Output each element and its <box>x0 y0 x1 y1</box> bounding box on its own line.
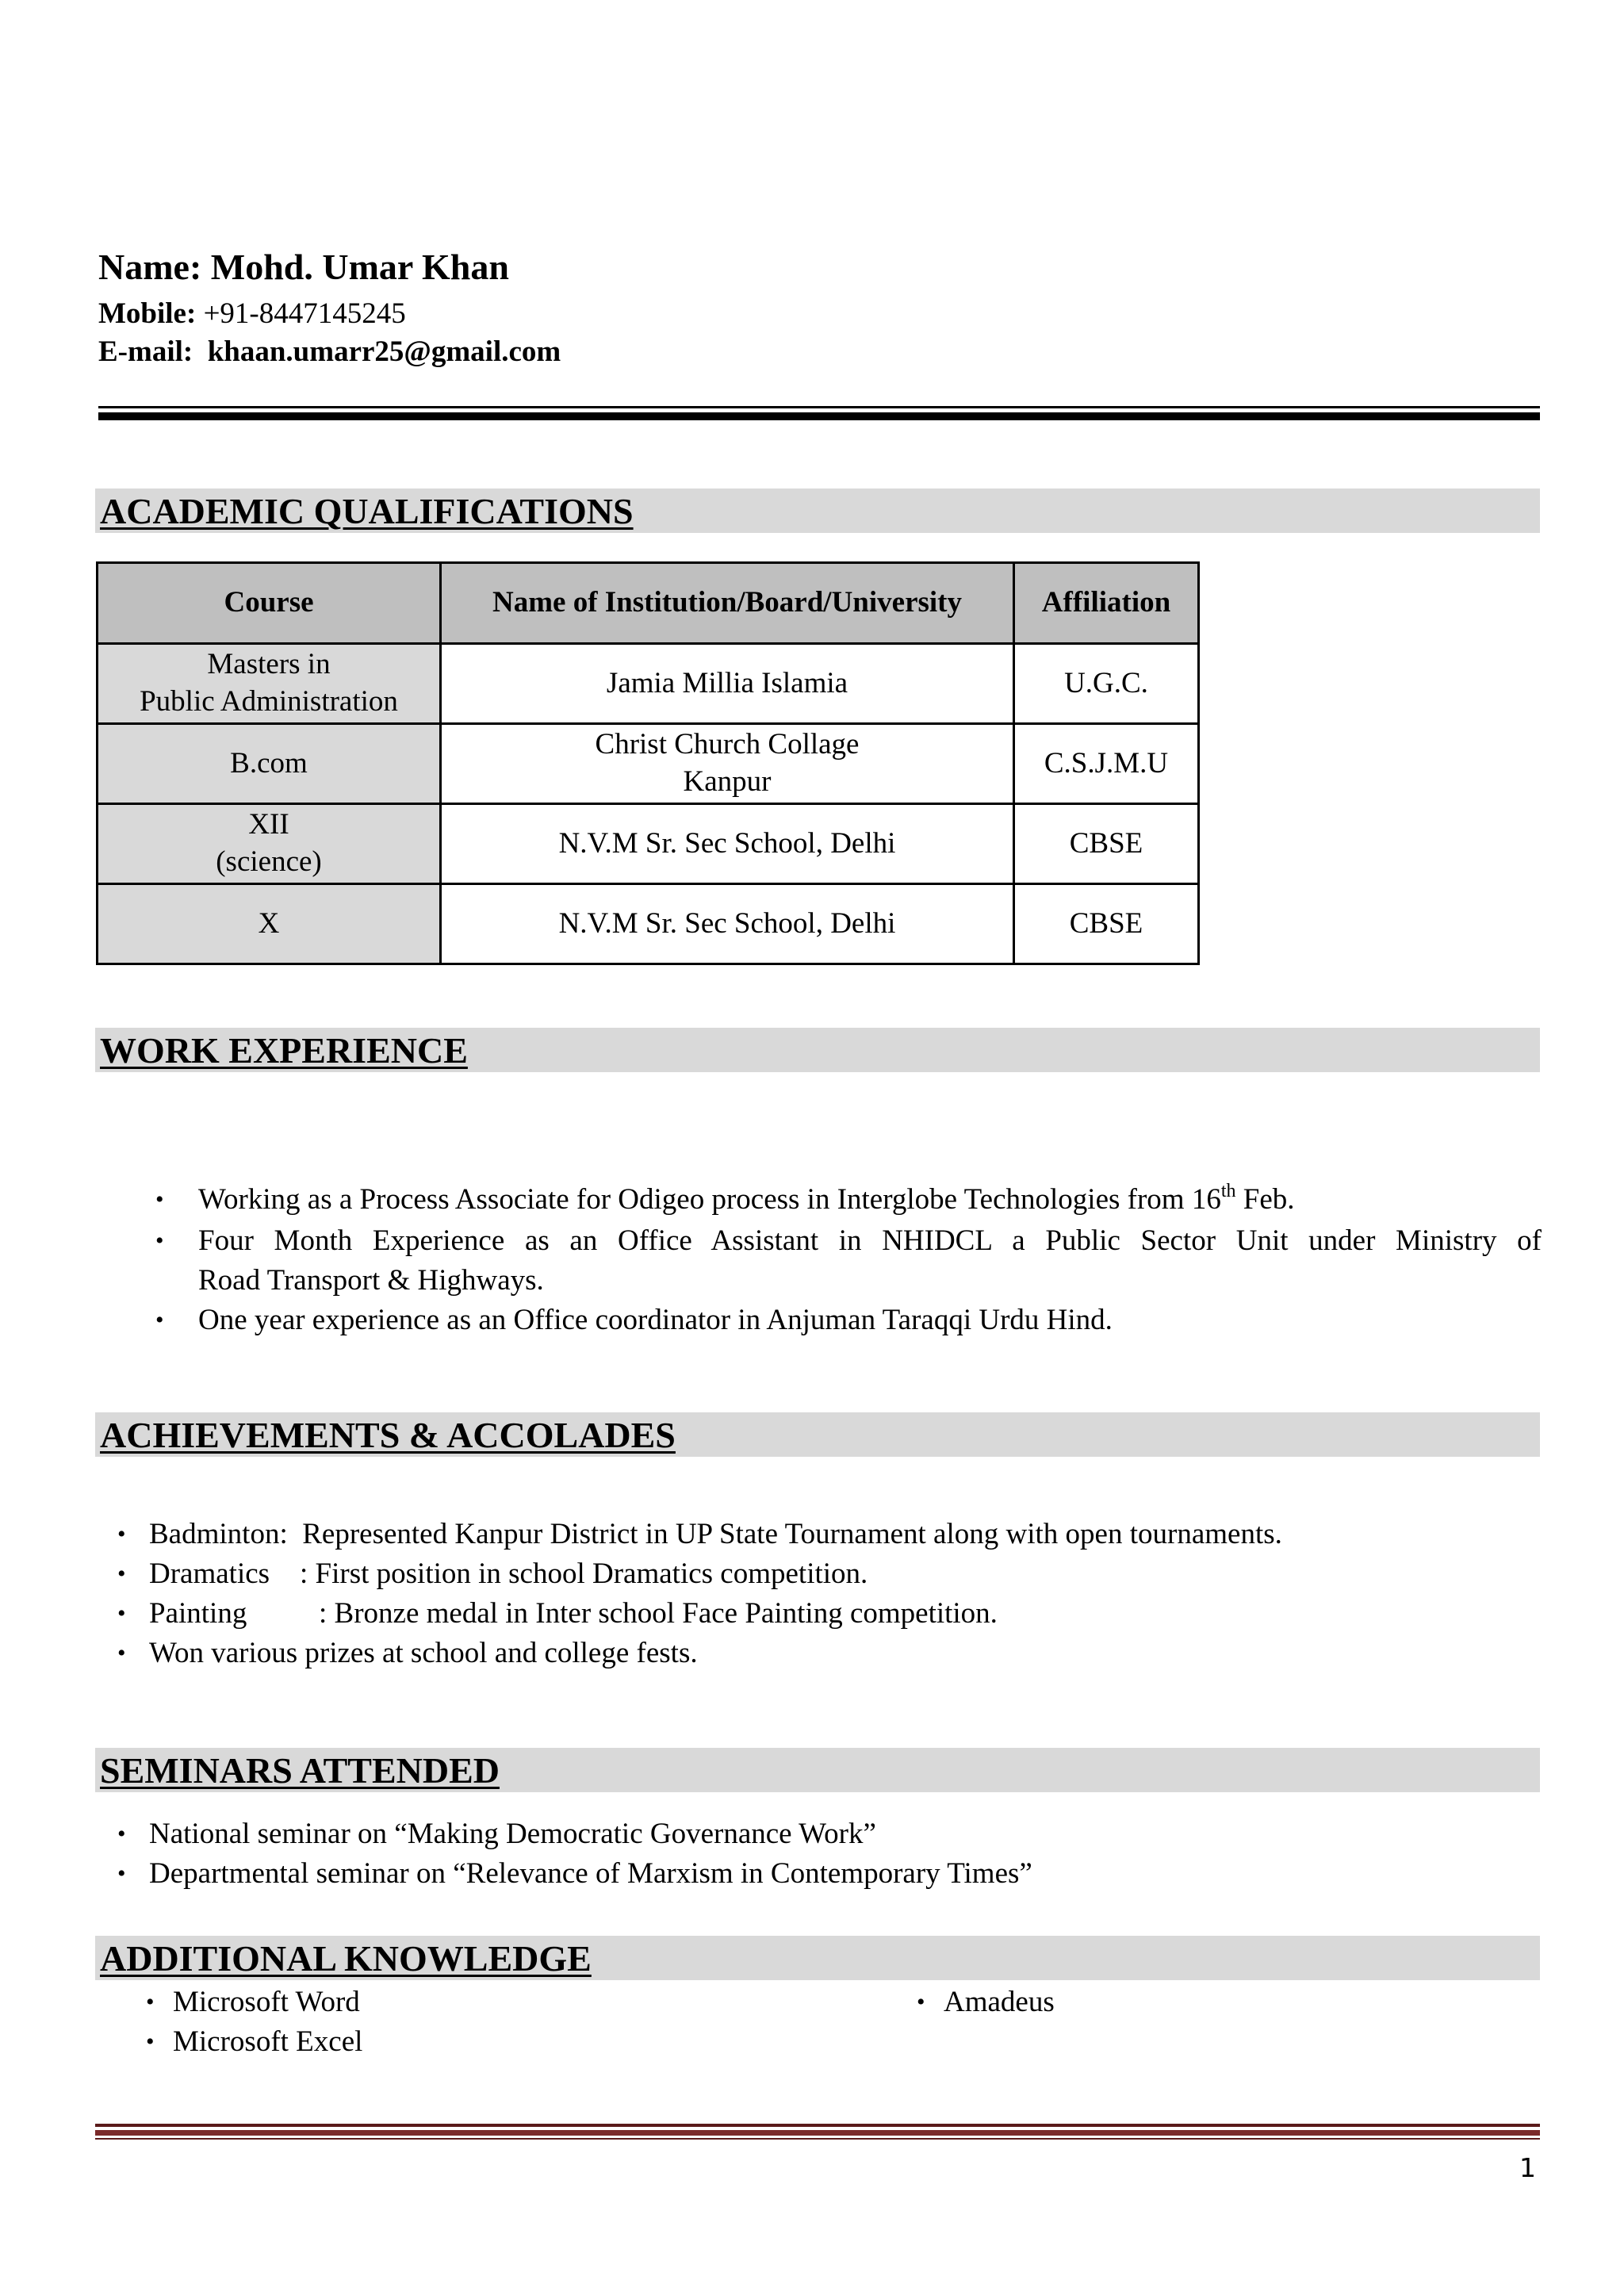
table-cell-affiliation: U.G.C. <box>1014 644 1199 724</box>
section-seminars <box>95 1748 1540 1792</box>
list-item <box>117 1634 1529 1673</box>
table-header-course: Course <box>98 563 441 644</box>
table-row <box>98 884 1199 964</box>
work-item-text: One year experience as an Office coordinator in Anjuman Taraqqi Urdu Hind. <box>198 1304 1113 1336</box>
mobile-line <box>98 298 406 331</box>
work-item-text-end: Feb. <box>1235 1183 1295 1216</box>
table-row <box>98 724 1199 804</box>
table-cell-institution <box>441 804 1014 884</box>
header-divider-thick <box>98 412 1540 420</box>
section-work <box>95 1028 1540 1072</box>
section-title-work: WORK EXPERIENCE <box>100 1030 468 1071</box>
bullet-icon: • <box>146 2029 155 2055</box>
course-line: (science) <box>216 845 322 878</box>
achievement-label: Badminton: <box>149 1518 288 1550</box>
skill-text: Microsoft Word <box>173 1986 360 2018</box>
institution-line: N.V.M Sr. Sec School, Delhi <box>558 826 896 860</box>
table-cell-institution <box>441 644 1014 724</box>
email-value: khaan.umarr25@gmail.com <box>207 335 561 368</box>
bullet-icon: • <box>146 1989 155 2015</box>
seminar-text: Departmental seminar on “Relevance of Marxism in Contemporary Times” <box>149 1857 1032 1890</box>
table-cell-institution <box>441 724 1014 804</box>
course-line: Masters in <box>207 648 331 681</box>
bullet-icon: • <box>155 1228 164 1254</box>
section-academic <box>95 489 1540 533</box>
name-value: Mohd. Umar Khan <box>210 247 509 287</box>
course-line: X <box>258 906 280 940</box>
institution-line: Christ Church Collage <box>595 728 860 761</box>
skill-text: Amadeus <box>944 1986 1055 2018</box>
institution-line: Kanpur <box>683 765 772 798</box>
achievement-text: : First position in school Dramatics competition. <box>300 1557 868 1590</box>
bullet-icon: • <box>117 1860 126 1887</box>
list-item <box>117 1515 1529 1554</box>
email-label: E-mail: <box>98 335 193 368</box>
table-cell-affiliation: CBSE <box>1014 884 1199 964</box>
footer-divider <box>95 2138 1540 2140</box>
section-achievements <box>95 1412 1540 1457</box>
skill-text: Microsoft Excel <box>173 2025 363 2058</box>
list-item <box>117 1594 1529 1634</box>
seminars-list <box>117 1814 1529 1894</box>
bullet-icon: • <box>155 1307 164 1333</box>
list-item <box>117 1554 1529 1594</box>
table-row <box>98 644 1199 724</box>
email-line <box>98 336 561 369</box>
section-title-achievements: ACHIEVEMENTS & ACCOLADES <box>100 1415 676 1455</box>
mobile-label: Mobile: <box>98 297 197 330</box>
bullet-icon: • <box>117 1821 126 1847</box>
achievement-label: Painting <box>149 1597 247 1630</box>
work-item-text: Working as a Process Associate for Odigeo process in Interglobe Technologies from 16 <box>198 1183 1221 1216</box>
course-line: XII <box>248 808 289 841</box>
achievement-text: : Bronze medal in Inter school Face Painting competition. <box>319 1597 998 1630</box>
achievements-list <box>117 1515 1529 1673</box>
additional-knowledge-left-list <box>146 1983 728 2062</box>
section-title-academic: ACADEMIC QUALIFICATIONS <box>100 491 634 531</box>
work-experience-list <box>155 1180 1542 1340</box>
table-header-row <box>98 563 1199 644</box>
list-item <box>117 1814 1529 1854</box>
list-item <box>155 1221 1542 1301</box>
table-cell-course <box>98 884 441 964</box>
bullet-icon: • <box>117 1640 126 1666</box>
table-cell-institution <box>441 884 1014 964</box>
list-item <box>917 1983 1419 2022</box>
table-row <box>98 804 1199 884</box>
table-cell-course <box>98 644 441 724</box>
course-line: Public Administration <box>140 685 398 718</box>
footer-divider <box>95 2124 1540 2127</box>
mobile-value: +91-8447145245 <box>203 297 406 330</box>
section-additional <box>95 1936 1540 1980</box>
bullet-icon: • <box>117 1600 126 1626</box>
bullet-icon: • <box>155 1186 164 1213</box>
achievement-text: Won various prizes at school and college fests. <box>149 1637 698 1669</box>
work-item-text: Four Month Experience as an Office Assistant in NHIDCL a Public Sector Unit under Ministry of <box>198 1224 1542 1257</box>
list-item <box>146 2022 728 2062</box>
list-item <box>117 1854 1529 1894</box>
list-item <box>155 1301 1542 1340</box>
footer-divider <box>95 2130 1540 2136</box>
section-title-additional: ADDITIONAL KNOWLEDGE <box>100 1938 592 1979</box>
achievement-text: Represented Kanpur District in UP State Tournament along with open tournaments. <box>302 1518 1282 1550</box>
table-cell-course <box>98 724 441 804</box>
candidate-name <box>98 247 509 288</box>
bullet-icon: • <box>117 1561 126 1587</box>
institution-line: N.V.M Sr. Sec School, Delhi <box>558 906 896 940</box>
additional-knowledge-right-list <box>917 1983 1419 2022</box>
academic-table <box>96 561 1200 965</box>
list-item <box>155 1180 1542 1220</box>
table-header-affiliation: Affiliation <box>1014 563 1199 644</box>
list-item <box>146 1983 728 2022</box>
achievement-label: Dramatics <box>149 1557 270 1590</box>
institution-line: Jamia Millia Islamia <box>606 666 848 699</box>
header-divider-thin <box>98 406 1540 408</box>
table-cell-affiliation: CBSE <box>1014 804 1199 884</box>
bullet-icon: • <box>117 1521 126 1547</box>
ordinal-suffix: th <box>1220 1181 1236 1201</box>
table-header-institution: Name of Institution/Board/University <box>441 563 1014 644</box>
work-item-text: Road Transport & Highways. <box>198 1264 544 1297</box>
course-line: B.com <box>230 746 308 780</box>
bullet-icon: • <box>917 1989 925 2015</box>
page-number: 1 <box>1519 2152 1536 2183</box>
name-label: Name: <box>98 247 202 287</box>
table-cell-course <box>98 804 441 884</box>
table-cell-affiliation: C.S.J.M.U <box>1014 724 1199 804</box>
section-title-seminars: SEMINARS ATTENDED <box>100 1750 500 1791</box>
seminar-text: National seminar on “Making Democratic Governance Work” <box>149 1818 876 1850</box>
